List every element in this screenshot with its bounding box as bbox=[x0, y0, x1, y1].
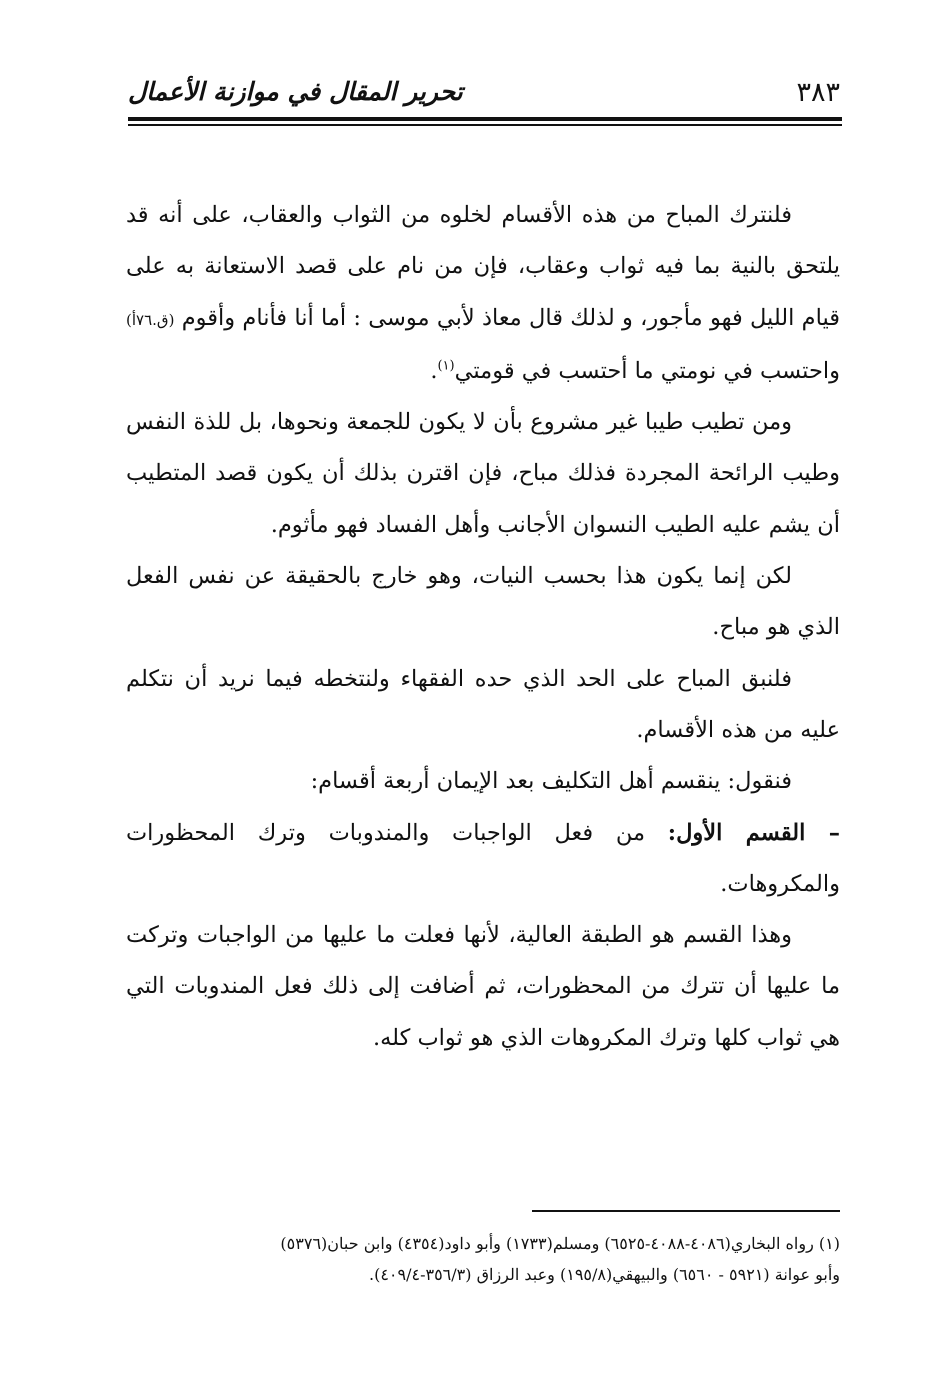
paragraph-1-end: . bbox=[430, 357, 438, 384]
section-label: – القسم الأول: bbox=[667, 819, 840, 846]
footnote-marker[interactable]: (١) bbox=[437, 358, 455, 374]
paragraph-7: وهذا القسم هو الطبقة العالية، لأنها فعلت ما عليها من الواجبات وتركت ما عليها أن تترك من المحظورات، ثم أضافت إلى ذلك فعل المندوبات التي هي ثواب كلها وترك المكروهات الذي هو ثواب كله. bbox=[126, 922, 840, 1051]
paragraph-5: فنقول: ينقسم أهل التكليف بعد الإيمان أربعة أقسام: bbox=[310, 768, 792, 795]
header-rule-thin bbox=[128, 124, 842, 126]
manuscript-folio-ref: (ق.٧٦أ) bbox=[126, 310, 175, 329]
paragraph-2: ومن تطيب طيبا غير مشروع بأن لا يكون للجمعة ونحوها، بل للذة النفس وطيب الرائحة المجردة فذلك مباح، فإن اقترن بذلك أن يكون قصد المتطيب أن يشم عليه الطيب النسوان الأجانب وأهل الفساد فهو مأثوم. bbox=[126, 409, 840, 538]
page-header bbox=[128, 72, 840, 116]
paragraph-1-text: فلنترك المباح من هذه الأقسام لخلوه من الثواب والعقاب، على أنه قد يلتحق بالنية بما فيه ثواب وعقاب، فإن من نام على قصد الاستعانة به على قيام الليل فهو مأجور، و لذلك قال معاذ لأبي موسى : أما أنا فأنام وأقوم bbox=[126, 202, 840, 331]
paragraph-3: لكن إنما يكون هذا بحسب النيات، وهو خارج بالحقيقة عن نفس الفعل الذي هو مباح. bbox=[126, 563, 840, 641]
running-title: تحرير المقال في موازنة الأعمال bbox=[128, 77, 463, 106]
paragraph-4: فلنبق المباح على الحد الذي حده الفقهاء ولنتخطه فيما نريد أن نتكلم عليه من هذه الأقسام. bbox=[126, 665, 840, 743]
paragraph-6 bbox=[126, 808, 840, 911]
footnote-separator bbox=[532, 1210, 840, 1212]
footnote-line: (١) رواه البخاري(٤٠٨٦-٤٠٨٨-٦٥٢٥) ومسلم(١٧٣٣) وأبو داود(٤٣٥٤) وابن حبان(٥٣٧٦) bbox=[280, 1234, 840, 1253]
footnote-line: وأبو عوانة (٥٩٢١ - ٦٥٦٠) والبيهقي(١٩٥/٨) وعبد الرزاق (٣٥٦/٣-٤٠٩/٤). bbox=[368, 1265, 840, 1284]
paragraph-1 bbox=[126, 190, 840, 397]
paragraph-6-text: من فعل الواجبات والمندوبات وترك المحظورات والمكروهات. bbox=[126, 819, 840, 897]
page-number: ٣٨٣ bbox=[796, 77, 840, 108]
main-text bbox=[126, 190, 840, 1064]
header-rule-thick bbox=[128, 117, 842, 121]
paragraph-1-text-cont: واحتسب في نومتي ما أحتسب في قومتي bbox=[454, 357, 840, 384]
footnotes bbox=[120, 1228, 840, 1290]
